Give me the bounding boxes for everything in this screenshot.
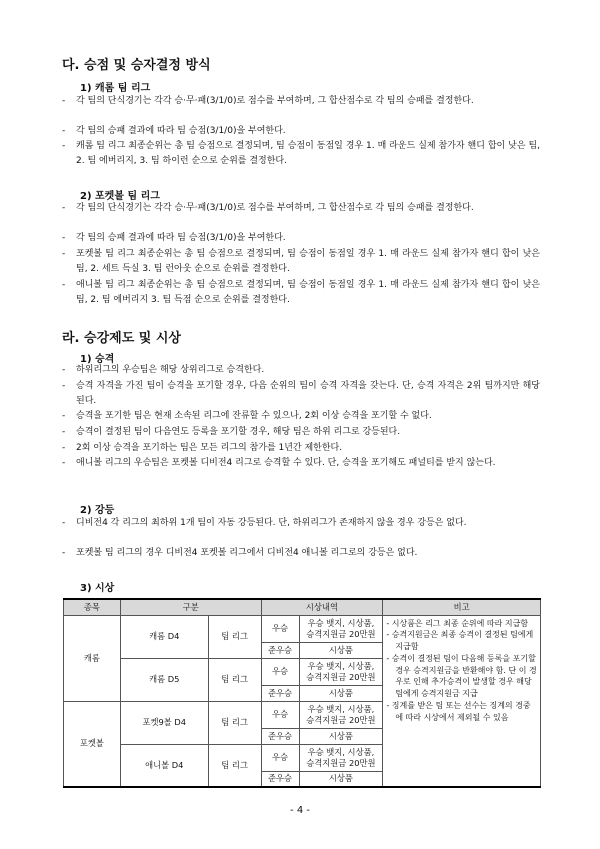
subsection-title-carom: 1) 캐롬 팀 리그 — [80, 83, 151, 94]
rank-cell: 우승 — [261, 701, 299, 728]
prize-cell: 시상품 — [299, 642, 383, 658]
list-item: - 승격 자격을 가진 팀이 승격을 포기할 경우, 다음 순위의 팀이 승격 자격을 갖는다. 단, 승격 자격은 2위 팀까지만 해당된다. — [62, 381, 540, 407]
list-item: - 포켓볼 팀 리그의 경우 디비전4 포켓볼 리그에서 디비전4 애니볼 리그로의 강등은 없다. — [62, 548, 418, 558]
list-item: - 각 팀의 단식경기는 각각 승·무·패(3/1/0)로 점수를 부여하며, 그 합산점수로 각 팀의 승패를 결정한다. — [62, 96, 474, 106]
type-cell: 팀 리그 — [208, 701, 261, 744]
list-item: - 하위리그의 우승팀은 해당 상위리그로 승격한다. — [62, 365, 265, 375]
list-item: - 포켓볼 팀 리그 최종순위는 총 팀 승점으로 결정되며, 팀 승점이 동점일 경우 1. 매 라운드 실제 참가자 핸디 합이 낮은 팀, 2. 세트 득실 3. 팀 런아웃 순으로 순위를 결정한다. — [62, 249, 540, 275]
division-cell: 포켓9볼 D4 — [120, 701, 208, 744]
header-prize: 시상내역 — [261, 599, 383, 615]
sport-cell: 포켓볼 — [64, 701, 121, 787]
list-item: - 승격이 결정된 팀이 다음연도 등록을 포기할 경우, 해당 팀은 하위 리그로 강등된다. — [62, 427, 401, 437]
list-item: - 2회 이상 승격을 포기하는 팀은 모든 리그의 참가를 1년간 제한한다. — [62, 443, 343, 453]
prize-cell: 시상품 — [299, 728, 383, 744]
division-cell: 애니볼 D4 — [120, 744, 208, 787]
type-cell: 팀 리그 — [208, 615, 261, 658]
division-cell: 캐롬 D5 — [120, 658, 208, 701]
subsection-title-awards: 3) 시상 — [80, 583, 115, 594]
list-item: - 애니볼 팀 리그 최종순위는 총 팀 승점으로 결정되며, 팀 승점이 동점일 경우 1. 매 라운드 실제 참가자 핸디 합이 낮은 팀, 2. 팀 에버리지 3. 팀 득점 순으로 순위를 결정한다. — [62, 280, 540, 306]
subsection-title-pocket: 2) 포켓볼 팀 리그 — [80, 191, 160, 202]
list-item: - 캐롬 팀 리그 최종순위는 총 팀 승점으로 결정되며, 팀 승점이 동점일 경우 1. 매 라운드 실제 참가자 핸디 합이 낮은 팀, 2. 팀 에버리지, 3. 팀 하이런 순으로 순위를 결정한다. — [62, 141, 540, 167]
table-row — [64, 615, 541, 642]
section-title-scoring: 다. 승점 및 승자결정 방식 — [62, 58, 211, 73]
header-division: 구분 — [120, 599, 261, 615]
rank-cell: 우승 — [261, 744, 299, 771]
prize-cell: 시상품 — [299, 771, 383, 787]
prize-cell: 우승 뱃지, 시상품, 승격지원금 20만원 — [299, 701, 383, 728]
table-header-row — [64, 599, 541, 615]
rank-cell: 준우승 — [261, 642, 299, 658]
division-cell: 캐롬 D4 — [120, 615, 208, 658]
subsection-title-promotion: 1) 승격 — [80, 354, 115, 365]
type-cell: 팀 리그 — [208, 744, 261, 787]
list-item: - 애니볼 리그의 우승팀은 포켓볼 디비전4 리그로 승격할 수 있다. 단, 승격을 포기해도 패널티를 받지 않는다. — [62, 458, 496, 468]
header-sport: 종목 — [64, 599, 121, 615]
section-title-promotion-awards: 라. 승강제도 및 시상 — [62, 331, 181, 346]
rank-cell: 준우승 — [261, 771, 299, 787]
sport-cell: 캐롬 — [64, 615, 121, 701]
rank-cell: 준우승 — [261, 728, 299, 744]
page-number: - 4 - — [290, 805, 310, 816]
subsection-title-relegation: 2) 강등 — [80, 505, 115, 516]
prize-cell: 시상품 — [299, 685, 383, 701]
prize-cell: 우승 뱃지, 시상품, 승격지원금 20만원 — [299, 658, 383, 685]
rank-cell: 우승 — [261, 658, 299, 685]
awards-table — [63, 598, 541, 788]
notes-cell: - 시상품은 리그 최종 순위에 따라 지급함 - 승격지원금은 최종 승격이 결정된 팀에게 지급함 - 승격이 결정된 팀이 다음해 등록을 포기할 경우 승격지원금을 반환해야 함. 단 이 경우로 인해 추가승격이 발생할 경우 해당 팀에게 승격지원금 지급 - 징계를 받은 팀 또는 선수는 징계의 경중에 따라 시상에서 제외될 수 있음 — [383, 615, 541, 787]
type-cell: 팀 리그 — [208, 658, 261, 701]
list-item: - 디비전4 각 리그의 최하위 1개 팀이 자동 강등된다. 단, 하위리그가 존재하지 않을 경우 강등은 없다. — [62, 518, 467, 528]
rank-cell: 우승 — [261, 615, 299, 642]
list-item: - 각 팀의 승패 결과에 따라 팀 승점(3/1/0)을 부여한다. — [62, 126, 286, 136]
prize-cell: 우승 뱃지, 시상품, 승격지원금 20만원 — [299, 615, 383, 642]
rank-cell: 준우승 — [261, 685, 299, 701]
header-notes: 비고 — [383, 599, 541, 615]
list-item: - 각 팀의 승패 결과에 따라 팀 승점(3/1/0)을 부여한다. — [62, 233, 286, 243]
list-item: - 각 팀의 단식경기는 각각 승·무·패(3/1/0)로 점수를 부여하며, 그 합산점수로 각 팀의 승패를 결정한다. — [62, 203, 474, 213]
list-item: - 승격을 포기한 팀은 현재 소속된 리그에 잔류할 수 있으나, 2회 이상 승격을 포기할 수 없다. — [62, 411, 432, 421]
prize-cell: 우승 뱃지, 시상품, 승격지원금 20만원 — [299, 744, 383, 771]
